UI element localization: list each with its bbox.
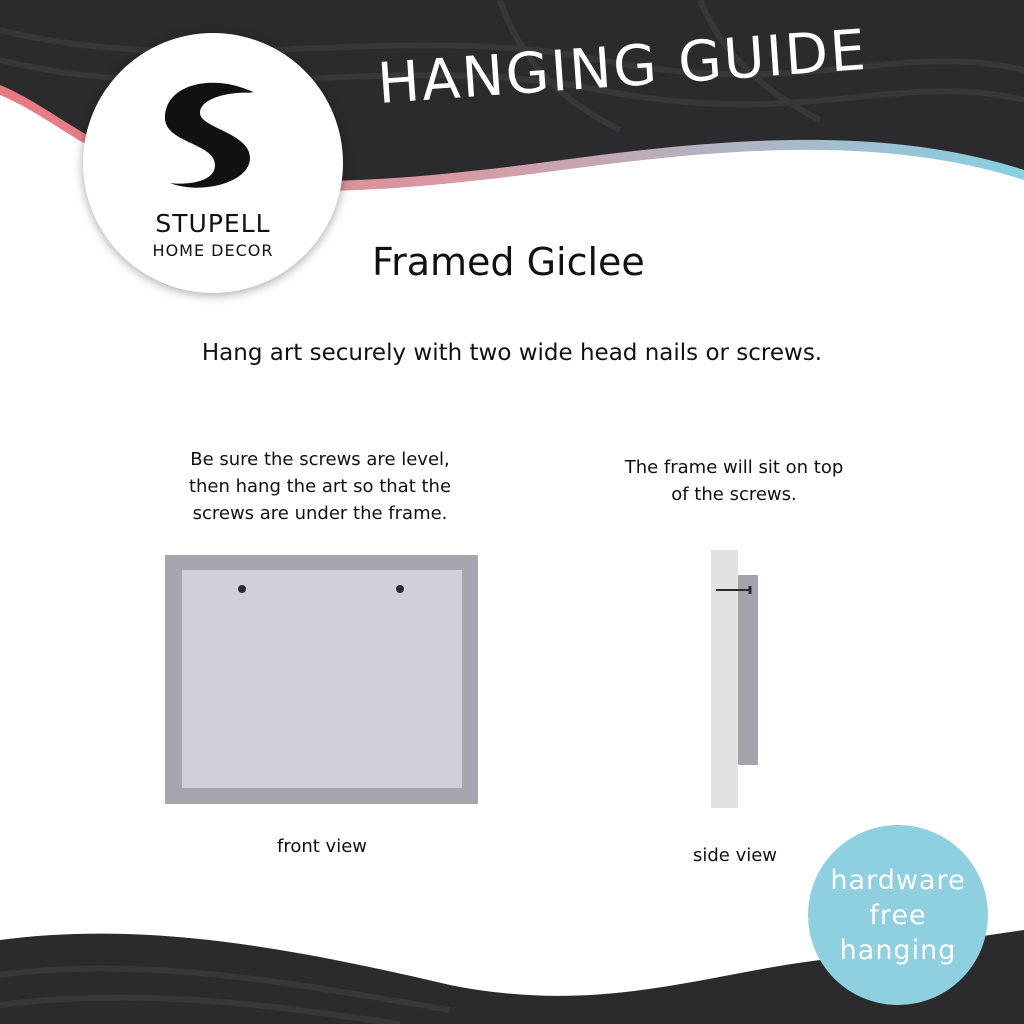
front-view-caption: front view [277, 836, 367, 857]
front-view-art [182, 570, 462, 788]
note-line: screws are under the frame. [192, 503, 448, 524]
badge-line: hanging [839, 934, 957, 966]
note-line: then hang the art so that the [188, 476, 452, 497]
nail-icon [714, 584, 754, 596]
side-view-caption: side view [692, 845, 778, 866]
screw-icon [238, 585, 246, 593]
swirl-s-logo-icon [155, 73, 265, 193]
page-title: HANGING GUIDE [375, 17, 870, 117]
brand-name: STUPELL [155, 209, 271, 238]
side-view-frame [738, 575, 758, 765]
screw-icon [396, 585, 404, 593]
front-view-frame [165, 555, 478, 804]
badge-line: hardware [830, 864, 966, 896]
brand-logo [83, 33, 343, 293]
instructions: Hang art securely with two wide head nails or screws. [201, 340, 823, 366]
brand-subtitle: HOME DECOR [152, 241, 274, 260]
product-type: Framed Giclee [372, 240, 645, 284]
note-line: Be sure the screws are level, [190, 449, 450, 470]
side-view-note [584, 454, 884, 508]
note-line: The frame will sit on top [624, 457, 844, 478]
hardware-free-badge [808, 825, 988, 1005]
note-line: of the screws. [671, 484, 797, 505]
front-view-note [160, 446, 480, 527]
badge-line: free [869, 899, 927, 931]
